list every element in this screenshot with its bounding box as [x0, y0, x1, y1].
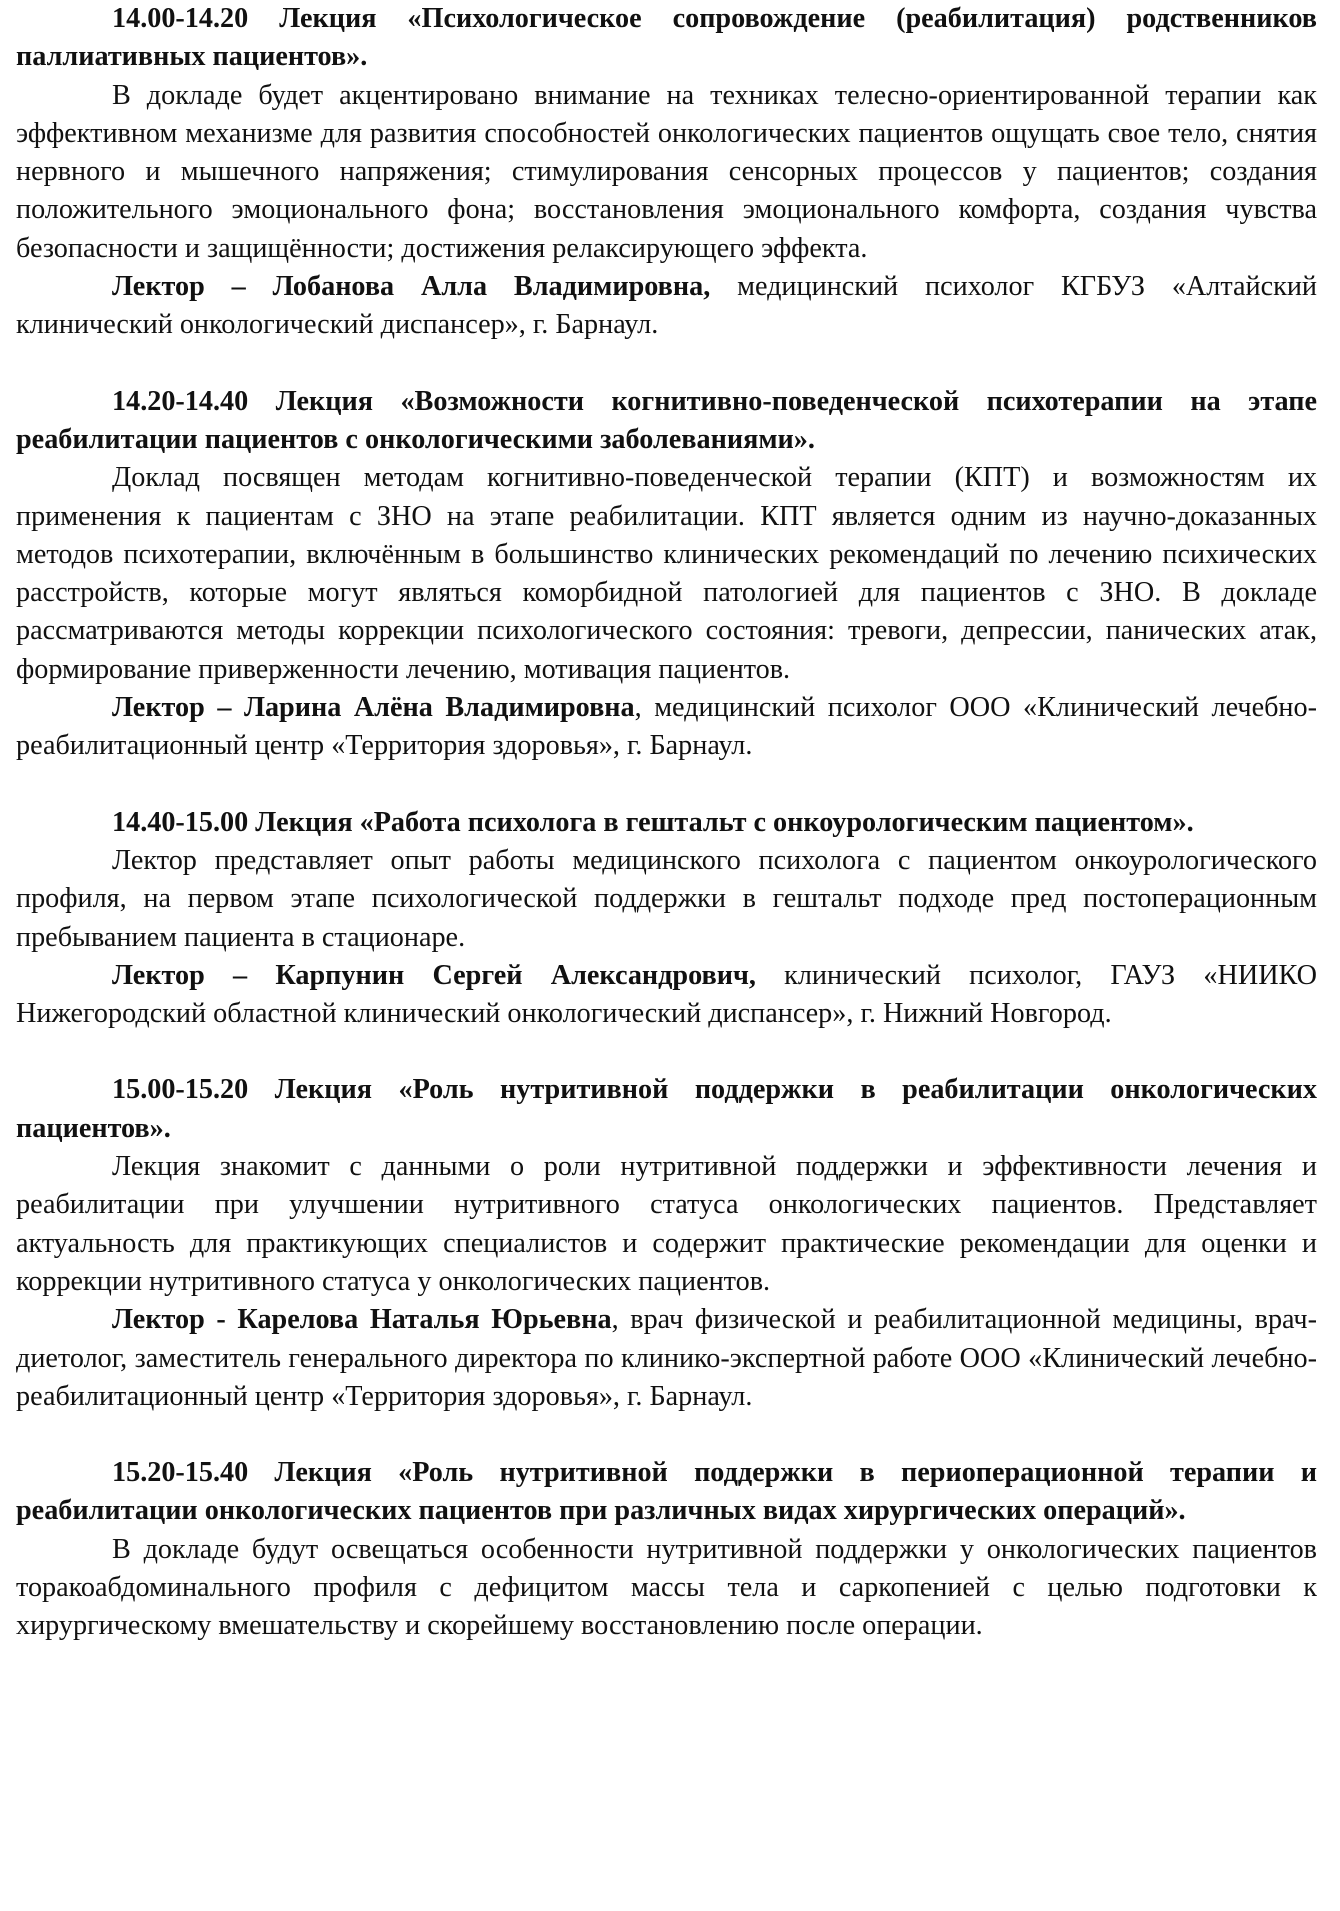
session-time: 15.00-15.20	[112, 1074, 249, 1106]
lector-name: Лектор – Карпунин Сергей Александрович,	[112, 959, 756, 991]
lector-name: Лектор – Ларина Алёна Владимировна	[112, 692, 635, 724]
lector-name: Лектор - Карелова Наталья Юрьевна	[112, 1304, 612, 1336]
session-description: Лекция знакомит с данными о роли нутритивной поддержки и эффективности лечения и реабилитации при улучшении нутритивного статуса онкологических пациентов. Представляет актуальность для практикующих специалистов и содержит практические рекомендации для оценки и коррекции нутритивного статуса у онкологических пациентов.	[16, 1151, 1317, 1297]
session-description: Лектор представляет опыт работы медицинского психолога с пациентом онкоурологического профиля, на первом этапе психологической поддержки в гештальт подходе пред постоперационным пребыванием пациента в стационаре.	[16, 844, 1317, 953]
session-lector	[16, 1301, 1317, 1416]
session-title	[16, 0, 1317, 77]
session-lector	[16, 689, 1317, 766]
program-session	[16, 383, 1317, 766]
session-title-text: Лекция «Роль нутритивной поддержки в периоперационной терапии и реабилитации онкологических пациентов при различных видах хирургических операций».	[16, 1457, 1317, 1527]
lector-info: медицинский психолог КГБУЗ «Алтайский клинический онкологический диспансер», г. Барнаул.	[16, 271, 1317, 341]
session-time: 14.20-14.40	[112, 385, 249, 417]
program-session	[16, 1454, 1317, 1645]
session-lector	[16, 268, 1317, 345]
session-lector	[16, 957, 1317, 1034]
session-title-text: Лекция «Роль нутритивной поддержки в реабилитации онкологических пациентов».	[16, 1074, 1318, 1144]
lector-info: , врач физической и реабилитационной медицины, врач-диетолог, заместитель генерального директора по клинико-экспертной работе ООО «Клинический лечебно-реабилитационный центр «Территория здоровья», г. Барнаул.	[16, 1304, 1317, 1412]
program-session	[16, 1071, 1317, 1416]
session-description: В докладе будет акцентировано внимание на техниках телесно-ориентированной терапии как эффективном механизме для развития способностей онкологических пациентов ощущать свое тело, снятия нервного и мышечного напряжения; стимулирования сенсорных процессов у пациентов; создания положительного эмоционального фона; восстановления эмоционального комфорта, создания чувства безопасности и защищённости; достижения релаксирующего эффекта.	[16, 79, 1317, 264]
lector-info: клинический психолог, ГАУЗ «НИИКО Нижегородский областной клинический онкологический диспансер», г. Нижний Новгород.	[16, 959, 1318, 1030]
session-title-text: Лекция «Работа психолога в гештальт с онкоурологическим пациентом».	[255, 806, 1194, 838]
session-title	[16, 1454, 1317, 1531]
program-session	[16, 0, 1317, 345]
document-page	[16, 0, 1317, 1646]
lector-info: , медицинский психолог ООО «Клинический лечебно-реабилитационный центр «Территория здоровья», г. Барнаул.	[16, 692, 1317, 762]
session-title-text: Лекция «Возможности когнитивно-поведенческой психотерапии на этапе реабилитации пациентов с онкологическими заболеваниями».	[16, 385, 1317, 455]
lector-name: Лектор – Лобанова Алла Владимировна,	[112, 271, 711, 303]
session-time: 14.40-15.00	[112, 806, 249, 838]
session-title	[16, 383, 1317, 460]
session-description: В докладе будут освещаться особенности нутритивной поддержки у онкологических пациентов торакоабдоминального профиля с дефицитом массы тела и саркопенией с целью подготовки к хирургическому вмешательству и скорейшему восстановлению после операции.	[16, 1533, 1317, 1642]
session-title	[16, 1071, 1317, 1148]
session-time: 15.20-15.40	[112, 1457, 249, 1489]
session-description: Доклад посвящен методам когнитивно-поведенческой терапии (КПТ) и возможностям их применения к пациентам с ЗНО на этапе реабилитации. КПТ является одним из научно-доказанных методов психотерапии, включённым в большинство клинических рекомендаций по лечению психических расстройств, которые могут являться коморбидной патологией для пациентов с ЗНО. В докладе рассматриваются методы коррекции психологического состояния: тревоги, депрессии, панических атак, формирование приверженности лечению, мотивация пациентов.	[16, 462, 1317, 685]
program-session	[16, 804, 1317, 1034]
session-title	[16, 804, 1317, 842]
session-time: 14.00-14.20	[112, 3, 249, 34]
session-title-text: Лекция «Психологическое сопровождение (реабилитация) родственников паллиативных пациентов».	[16, 3, 1317, 73]
